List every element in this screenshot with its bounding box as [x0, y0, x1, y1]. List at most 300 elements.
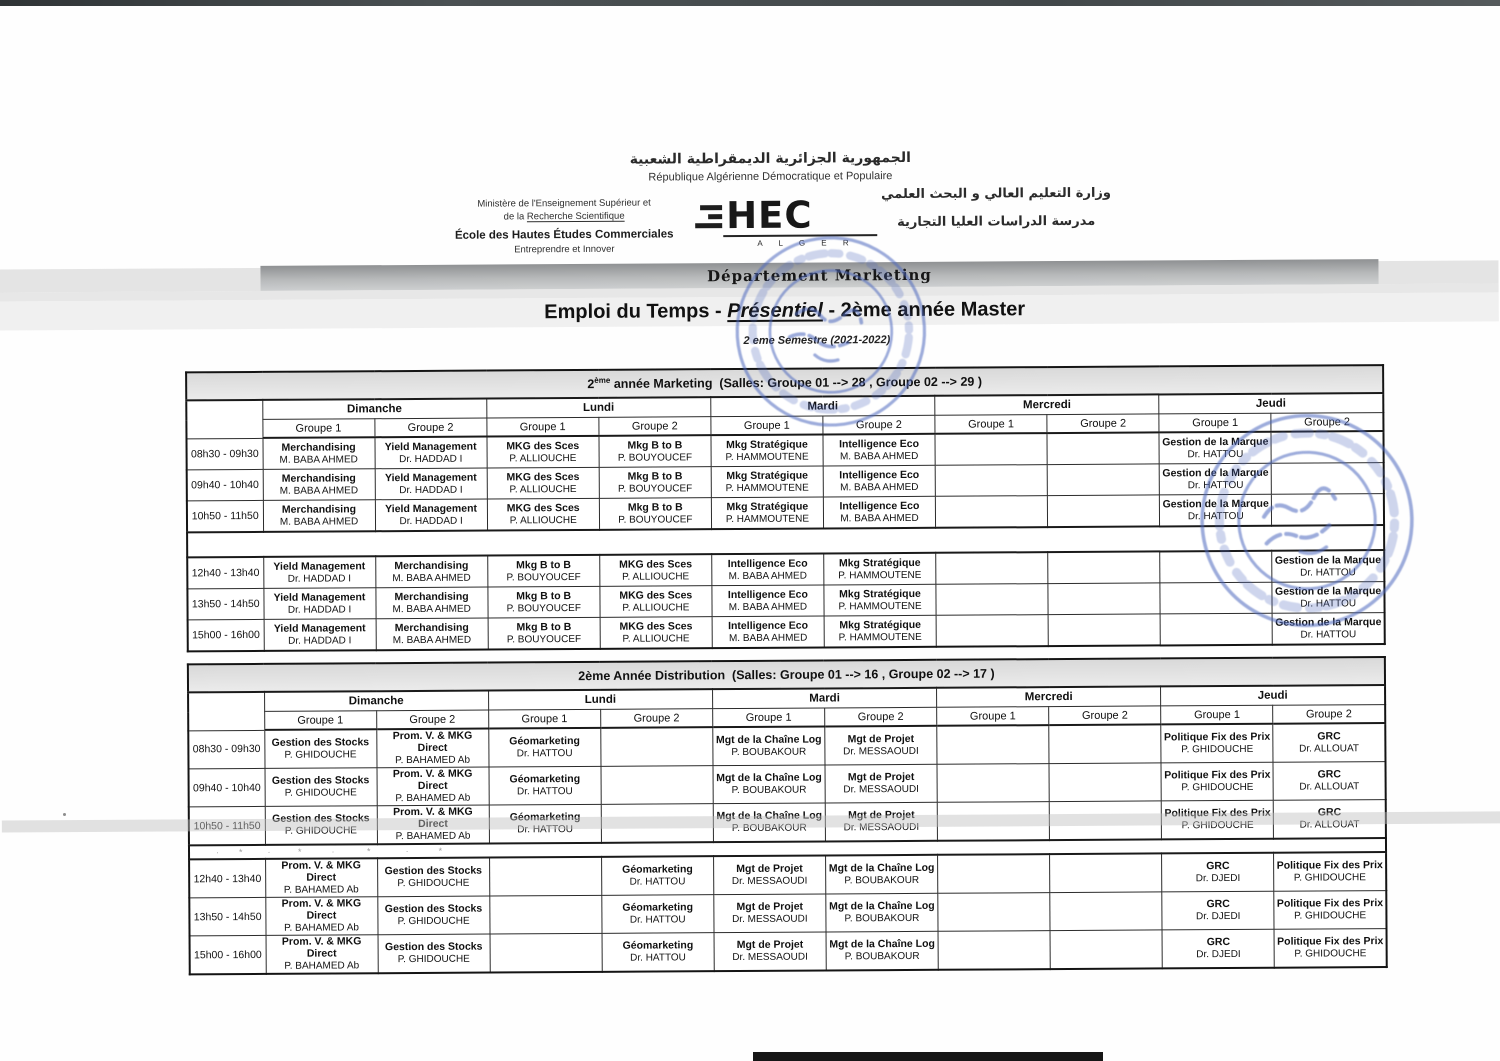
day-header: Jeudi	[1159, 393, 1383, 414]
course-name: MKG des Sces	[506, 501, 580, 514]
time-slot: 10h50 - 11h50	[187, 500, 263, 532]
scan-speck	[63, 813, 66, 816]
teacher-name: P. ALLIOUCHE	[622, 632, 690, 645]
course-name: Mgt de la Chaîne Log	[716, 809, 823, 823]
course-name: Mgt de la Chaîne Log	[828, 861, 935, 875]
course-name: Mgt de Projet	[847, 770, 915, 784]
course-cell	[1273, 762, 1385, 801]
course-name: Mkg Stratégique	[726, 500, 809, 513]
course-name: Mkg B to B	[627, 438, 683, 452]
course-name: Mkg Stratégique	[839, 587, 921, 600]
teacher-name: Dr. HATTOU	[629, 876, 686, 888]
course-cell	[713, 765, 825, 804]
hec-logo-text: HEC	[726, 193, 813, 238]
empty-cell	[938, 893, 1050, 932]
teacher-name: P. BAHAMED Ab	[395, 830, 471, 843]
course-cell	[711, 466, 823, 498]
ministry-line1: Ministère de l'Enseignement Supérieur et	[477, 197, 651, 210]
empty-cell	[935, 433, 1047, 465]
time-slot: 13h50 - 14h50	[187, 588, 263, 619]
course-name: Géomarketing	[509, 772, 581, 786]
teacher-name: P. GHIDOUCHE	[397, 915, 470, 928]
course-cell	[1274, 852, 1386, 891]
course-cell	[712, 553, 824, 585]
course-name: Prom. V. & MKG Direct	[281, 935, 362, 960]
course-cell	[376, 729, 488, 768]
empty-cell	[936, 552, 1048, 584]
empty-cell	[1048, 583, 1160, 615]
empty-cell	[1047, 464, 1159, 496]
course-cell	[263, 588, 375, 620]
empty-cell	[936, 584, 1048, 616]
timetable-row	[188, 613, 1385, 652]
course-name: Politique Fix des Prix	[1276, 859, 1383, 872]
ministry-line2-prefix: de la	[503, 211, 527, 223]
teacher-name: P. BOUBAKOUR	[731, 822, 807, 835]
course-cell	[378, 934, 490, 973]
course-cell	[1162, 929, 1274, 968]
course-name: MKG des Sces	[506, 439, 580, 452]
teacher-name: P. GHIDOUCHE	[1181, 781, 1254, 794]
teacher-name: P. BOUBAKOUR	[731, 746, 807, 759]
teacher-name: P. HAMMOUTENE	[725, 451, 809, 463]
teacher-name: M. BABA AHMED	[839, 450, 919, 462]
semester-subtitle: 2 eme Semestre (2021-2022)	[743, 334, 891, 347]
course-cell	[264, 619, 376, 651]
teacher-name: Dr. MESSAOUDI	[731, 875, 808, 888]
course-cell	[1274, 929, 1386, 968]
teacher-name: Dr. HADDAD I	[288, 634, 352, 647]
course-cell	[488, 586, 600, 618]
empty-cell	[601, 766, 713, 805]
course-cell	[265, 897, 377, 936]
course-name: MKG des Sces	[619, 588, 693, 602]
course-cell	[1274, 891, 1386, 930]
course-cell	[487, 436, 599, 468]
course-name: Politique Fix des Prix	[1277, 935, 1384, 948]
course-name: Mkg Stratégique	[839, 618, 922, 631]
course-name: MKG des Sces	[619, 557, 693, 571]
group-header: Groupe 2	[376, 710, 488, 729]
course-name: Géomarketing	[622, 901, 694, 914]
empty-cell	[935, 496, 1047, 528]
day-header: Lundi	[488, 689, 712, 710]
school-motto: Entreprendre et Innover	[514, 243, 615, 256]
empty-cell	[1050, 853, 1162, 892]
course-cell	[1162, 891, 1274, 930]
course-name: Mgt de Projet	[736, 900, 804, 914]
course-cell	[711, 497, 823, 529]
teacher-name: M. BABA AHMED	[279, 515, 359, 528]
course-cell	[825, 726, 937, 765]
teacher-name: Dr. HATTOU	[1187, 448, 1244, 460]
course-cell	[376, 587, 488, 619]
day-header: Lundi	[486, 397, 710, 418]
teacher-name: P. BOUYOUCEF	[506, 571, 581, 583]
course-cell	[375, 556, 487, 588]
teacher-name: Dr. DJEDI	[1195, 910, 1241, 923]
course-name: Mgt de Projet	[736, 862, 803, 876]
day-header: Jeudi	[1161, 685, 1385, 706]
course-name: GRC	[1206, 898, 1230, 911]
course-name: Géomarketing	[622, 939, 694, 952]
course-name: Prom. V. & MKG Direct	[392, 767, 473, 792]
course-cell	[489, 766, 601, 805]
teacher-name: Dr. MESSAOUDI	[843, 745, 919, 758]
teacher-name: Dr. HATTOU	[630, 952, 686, 964]
time-slot: 12h40 - 13h40	[189, 859, 265, 898]
course-name: Mkg Stratégique	[726, 469, 809, 482]
course-name: Yield Management	[384, 440, 477, 453]
empty-cell	[1271, 431, 1383, 463]
teacher-name: P. GHIDOUCHE	[1181, 743, 1254, 756]
teacher-name: P. GHIDOUCHE	[1181, 819, 1254, 832]
course-cell	[824, 553, 936, 585]
group-header: Groupe 2	[1047, 414, 1159, 433]
course-cell	[1272, 582, 1384, 614]
course-name: Mgt de la Chaîne Log	[829, 937, 935, 951]
arabic-school-line: مدرسة الدراسات العليا التجارية	[897, 213, 1096, 231]
course-cell	[488, 728, 600, 767]
course-name: Gestion de la Marque	[1162, 466, 1269, 479]
course-name: Gestion des Stocks	[384, 864, 483, 878]
course-cell	[601, 856, 713, 895]
teacher-name: M. BABA AHMED	[840, 481, 919, 493]
teacher-name: P. HAMMOUTENE	[725, 482, 809, 494]
course-cell	[1272, 550, 1384, 582]
course-name: Intelligence Eco	[839, 499, 920, 512]
course-name: Yield Management	[384, 471, 477, 484]
course-cell	[487, 555, 599, 587]
course-cell	[375, 468, 487, 500]
hec-logo-bars-icon	[695, 203, 722, 230]
course-name: Intelligence Eco	[727, 557, 808, 570]
teacher-name: P. BOUYOUCEF	[617, 482, 693, 495]
teacher-name: P. GHIDOUCHE	[284, 787, 357, 799]
empty-cell	[937, 725, 1049, 764]
course-name: Gestion des Stocks	[384, 940, 483, 954]
page-title-presentiel: Présentiel	[727, 299, 823, 323]
course-cell	[375, 499, 487, 531]
course-name: GRC	[1317, 768, 1341, 781]
ministry-line2-underlined: Recherche Scientifique	[526, 210, 625, 223]
teacher-name: P. GHIDOUCHE	[1293, 872, 1366, 884]
course-name: Merchandising	[394, 559, 469, 572]
course-cell	[602, 895, 714, 934]
course-name: Mgt de Projet	[848, 808, 915, 822]
course-cell	[1161, 724, 1273, 763]
teacher-name: P. HAMMOUTENE	[838, 600, 922, 612]
course-name: Géomarketing	[509, 734, 580, 748]
course-name: Gestion de la Marque	[1275, 615, 1382, 629]
teacher-name: Dr. DJEDI	[1196, 948, 1241, 961]
course-name: Gestion des Stocks	[271, 736, 370, 749]
course-name: Intelligence Eco	[727, 588, 808, 601]
course-name: Géomarketing	[509, 810, 581, 824]
teacher-name: Dr. HATTOU	[516, 748, 573, 760]
course-name: GRC	[1206, 860, 1230, 873]
empty-cell	[1048, 614, 1160, 646]
marketing-timetable	[185, 364, 1386, 652]
course-name: Mgt de Projet	[847, 732, 915, 746]
course-name: Merchandising	[281, 502, 357, 516]
time-slot: 09h40 - 10h40	[187, 469, 263, 500]
group-header: Groupe 1	[487, 417, 599, 436]
teacher-name: P. HAMMOUTENE	[725, 513, 810, 525]
course-name: Yield Management	[385, 502, 478, 515]
course-cell	[263, 556, 375, 588]
course-name: MKG des Sces	[506, 470, 580, 483]
teacher-name: Dr. HATTOU	[1300, 597, 1357, 610]
empty-cell	[1048, 495, 1160, 527]
course-name: MKG des Sces	[619, 619, 693, 633]
empty-cell	[1049, 724, 1161, 763]
teacher-name: P. GHIDOUCHE	[1294, 910, 1367, 922]
course-name: Gestion de la Marque	[1162, 497, 1269, 510]
teacher-name: P. BOUYOUCEF	[618, 513, 693, 526]
empty-cell	[489, 895, 601, 934]
teacher-name: Dr. ALLOUAT	[1299, 743, 1360, 755]
course-cell	[602, 933, 714, 972]
teacher-name: M. BABA AHMED	[728, 570, 807, 582]
teacher-name: P. BAHAMED Ab	[283, 884, 359, 896]
empty-cell	[1050, 892, 1162, 931]
empty-cell	[1272, 463, 1384, 495]
time-slot: 09h40 - 10h40	[189, 768, 265, 806]
teacher-name: P. BOUBAKOUR	[844, 874, 920, 887]
course-cell	[600, 586, 712, 618]
teacher-name: Dr. ALLOUAT	[1299, 781, 1360, 793]
course-name: Prom. V. & MKG Direct	[281, 897, 362, 922]
teacher-name: P. BOUYOUCEF	[506, 633, 582, 645]
arabic-ministry-line: وزارة التعليم العالي و البحث العلمي	[881, 185, 1112, 203]
day-header: Mercredi	[935, 394, 1159, 415]
time-slot: 15h00 - 16h00	[188, 619, 264, 651]
day-header: Dimanche	[264, 691, 488, 712]
teacher-name: P. ALLIOUCHE	[509, 514, 577, 526]
empty-cell	[601, 727, 713, 766]
school-name: École des Hautes Études Commerciales	[454, 228, 674, 242]
course-cell	[266, 935, 378, 974]
course-name: GRC	[1317, 730, 1341, 743]
empty-cell	[936, 615, 1048, 647]
day-header: Mardi	[712, 688, 936, 709]
course-cell	[265, 858, 377, 897]
course-cell	[599, 467, 711, 499]
teacher-name: P. BOUYOUCEF	[506, 602, 581, 614]
teacher-name: P. ALLIOUCHE	[622, 601, 690, 614]
course-name: Politique Fix des Prix	[1276, 897, 1384, 910]
course-cell	[826, 893, 938, 932]
teacher-name: Dr. HATTOU	[517, 824, 574, 836]
teacher-name: P. ALLIOUCHE	[509, 452, 577, 464]
course-name: Mgt de la Chaîne Log	[715, 733, 822, 747]
course-cell	[262, 437, 374, 469]
course-cell	[263, 469, 375, 501]
course-name: GRC	[1317, 806, 1342, 819]
time-slot: 15h00 - 16h00	[190, 935, 266, 974]
page-title-suffix: - 2ème année Master	[822, 298, 1026, 322]
course-name: Merchandising	[281, 440, 356, 454]
arabic-ministry-block	[856, 186, 1136, 231]
course-name: Prom. V. & MKG Direct	[392, 729, 473, 754]
empty-cell	[1160, 613, 1272, 645]
teacher-name: Dr. HATTOU	[629, 914, 686, 926]
day-header: Mardi	[711, 396, 935, 417]
teacher-name: P. HAMMOUTENE	[838, 569, 922, 581]
teacher-name: P. GHIDOUCHE	[284, 825, 358, 837]
time-slot: 10h50 - 11h50	[189, 806, 265, 845]
empty-cell	[1272, 494, 1384, 526]
teacher-name: Dr. DJEDI	[1195, 872, 1241, 885]
course-name: Mkg B to B	[516, 589, 572, 602]
group-header: Groupe 1	[937, 707, 1049, 726]
course-name: Prom. V. & MKG Direct	[281, 859, 361, 884]
teacher-name: Dr. HATTOU	[1300, 628, 1357, 641]
course-cell	[714, 894, 826, 933]
time-column-head	[186, 400, 262, 438]
course-cell	[826, 931, 938, 970]
group-header: Groupe 1	[264, 711, 376, 730]
course-cell	[1159, 463, 1271, 495]
course-cell	[599, 498, 711, 530]
course-name: Gestion des Stocks	[271, 774, 370, 787]
empty-cell	[1160, 551, 1272, 583]
course-cell	[376, 618, 488, 650]
teacher-name: P. HAMMOUTENE	[838, 631, 922, 643]
course-name: Merchandising	[394, 621, 469, 634]
empty-cell	[489, 857, 601, 896]
time-slot: 13h50 - 14h50	[189, 897, 265, 935]
course-name: GRC	[1206, 936, 1231, 949]
empty-cell	[1049, 763, 1161, 802]
course-cell	[1273, 723, 1385, 762]
course-cell	[487, 467, 599, 499]
teacher-name: P. BAHAMED Ab	[284, 922, 359, 934]
course-name: Merchandising	[281, 471, 356, 485]
course-cell	[1159, 432, 1271, 464]
group-header: Groupe 1	[711, 416, 823, 435]
course-name: Mkg B to B	[627, 469, 683, 483]
course-cell	[377, 767, 489, 806]
empty-cell	[1050, 930, 1162, 969]
teacher-name: Dr. MESSAOUDI	[843, 783, 919, 796]
teacher-name: Dr. HATTOU	[1300, 566, 1356, 579]
time-slot: 08h30 - 09h30	[188, 730, 264, 769]
teacher-name: Dr. ALLOUAT	[1299, 819, 1360, 831]
course-cell	[1272, 613, 1384, 645]
teacher-name: M. BABA AHMED	[392, 634, 472, 646]
empty-cell	[490, 933, 602, 972]
group-header: Groupe 1	[1159, 413, 1271, 432]
timetable-row	[190, 929, 1387, 975]
course-cell	[824, 584, 936, 616]
course-name: Yield Management	[273, 621, 366, 635]
ministry-block	[434, 197, 694, 256]
time-column-head	[188, 692, 264, 730]
teacher-name: M. BABA AHMED	[279, 484, 359, 497]
course-cell	[1162, 853, 1274, 892]
group-header: Groupe 2	[599, 417, 711, 436]
teacher-name: P. BAHAMED Ab	[395, 792, 471, 805]
republic-title-french: République Algérienne Démocratique et Populaire	[648, 170, 893, 184]
teacher-name: M. BABA AHMED	[728, 601, 808, 613]
course-cell	[488, 617, 600, 649]
department-bar-label: Département Marketing	[707, 265, 932, 285]
course-name: Merchandising	[394, 590, 469, 603]
teacher-name: P. BOUYOUCEF	[617, 451, 693, 464]
teacher-name: Dr. HADDAD I	[399, 484, 463, 496]
course-name: Politique Fix des Prix	[1164, 768, 1271, 782]
course-cell	[600, 617, 712, 649]
course-name: Mkg B to B	[516, 558, 571, 571]
table-title: 2ème année Marketing (Salles: Groupe 01 --> 28 , Groupe 02 --> 29 )	[186, 365, 1383, 400]
course-cell	[264, 729, 376, 768]
course-name: Mkg Stratégique	[838, 556, 921, 569]
course-cell	[265, 768, 377, 807]
teacher-name: Dr. HADDAD I	[399, 453, 463, 465]
course-name: Yield Management	[273, 559, 366, 573]
page-title-prefix: Emploi du Temps -	[544, 300, 728, 324]
course-cell	[712, 585, 824, 617]
course-cell	[823, 434, 935, 466]
salles-info: (Salles: Groupe 01 --> 28 , Groupe 02 --> 29 )	[719, 375, 983, 391]
teacher-name: Dr. MESSAOUDI	[843, 821, 920, 834]
ministry-line2	[434, 210, 694, 223]
teacher-name: Dr. HATTOU	[1187, 510, 1244, 522]
course-cell	[824, 615, 936, 647]
teacher-name: M. BABA AHMED	[392, 572, 471, 584]
day-header: Mercredi	[937, 686, 1161, 707]
course-cell	[825, 764, 937, 803]
hec-logo-alger: A L G E R	[723, 234, 877, 248]
course-name: Gestion de la Marque	[1274, 584, 1382, 598]
course-cell	[823, 496, 935, 528]
course-cell	[714, 932, 826, 971]
empty-cell	[1048, 551, 1160, 583]
teacher-name: P. ALLIOUCHE	[622, 570, 690, 583]
group-header: Groupe 2	[600, 709, 712, 728]
teacher-name: P. BOUBAKOUR	[844, 912, 920, 925]
course-name: Mkg B to B	[516, 620, 572, 633]
teacher-name: P. GHIDOUCHE	[1294, 948, 1367, 960]
course-cell	[263, 500, 375, 532]
group-header: Groupe 1	[935, 415, 1047, 434]
teacher-name: Dr. MESSAOUDI	[732, 913, 808, 926]
course-name: Gestion de la Marque	[1274, 553, 1382, 567]
teacher-name: M. BABA AHMED	[728, 632, 808, 644]
group-header: Groupe 1	[1161, 705, 1273, 724]
scan-edge-artifact-top	[0, 0, 1500, 6]
group-header: Groupe 1	[488, 709, 600, 728]
course-cell	[712, 616, 824, 648]
course-name: Intelligence Eco	[839, 468, 920, 481]
course-cell	[713, 855, 825, 894]
group-header: Groupe 2	[823, 415, 935, 434]
course-cell	[599, 554, 711, 586]
group-header: Groupe 2	[1049, 706, 1161, 725]
teacher-name: M. BABA AHMED	[840, 512, 919, 524]
teacher-name: Dr. HATTOU	[516, 786, 573, 798]
table-title: 2ème Année Distribution (Salles: Groupe 01 --> 16 , Groupe 02 --> 17 )	[188, 657, 1385, 692]
teacher-name: P. GHIDOUCHE	[284, 749, 357, 761]
empty-cell	[938, 854, 1050, 893]
time-slot: 08h30 - 09h30	[186, 438, 262, 470]
course-cell	[599, 435, 711, 467]
course-cell	[713, 726, 825, 765]
course-cell	[1161, 762, 1273, 801]
group-header: Groupe 2	[1273, 705, 1385, 724]
